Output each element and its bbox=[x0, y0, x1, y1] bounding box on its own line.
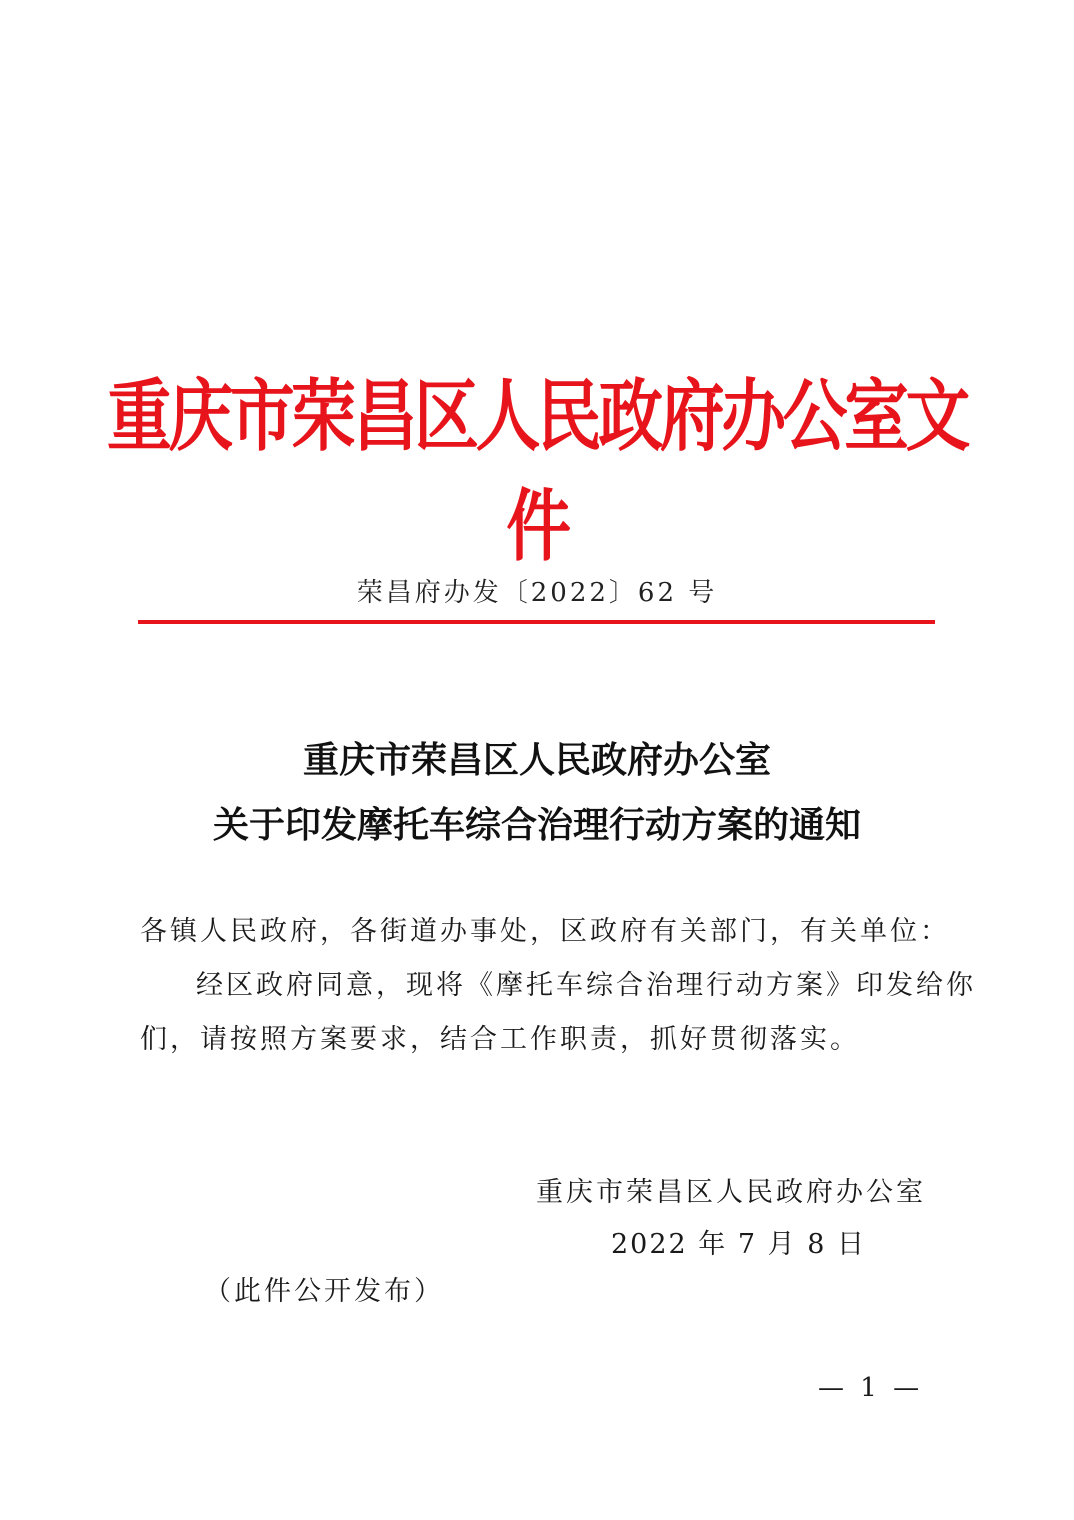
red-separator-line bbox=[138, 620, 935, 624]
public-release-note: （此件公开发布） bbox=[204, 1276, 444, 1307]
issuing-authority-header: 重庆市荣昌区人民政府办公室文件 bbox=[107, 372, 967, 572]
body-paragraph-line-1: 经区政府同意，现将《摩托车综合治理行动方案》印发给你 bbox=[196, 970, 976, 1001]
notice-title-line-2: 关于印发摩托车综合治理行动方案的通知 bbox=[212, 805, 861, 846]
notice-title-line-1: 重庆市荣昌区人民政府办公室 bbox=[302, 740, 771, 781]
signing-authority: 重庆市荣昌区人民政府办公室 bbox=[536, 1177, 926, 1208]
page-number: — 1 — bbox=[818, 1373, 924, 1403]
issue-date: 2022 年 7 月 8 日 bbox=[611, 1229, 866, 1260]
document-number: 荣昌府办发〔2022〕62 号 bbox=[356, 578, 718, 608]
body-paragraph-line-2: 们，请按照方案要求，结合工作职责，抓好贯彻落实。 bbox=[140, 1024, 860, 1055]
recipients-salutation: 各镇人民政府，各街道办事处，区政府有关部门，有关单位： bbox=[140, 916, 950, 947]
